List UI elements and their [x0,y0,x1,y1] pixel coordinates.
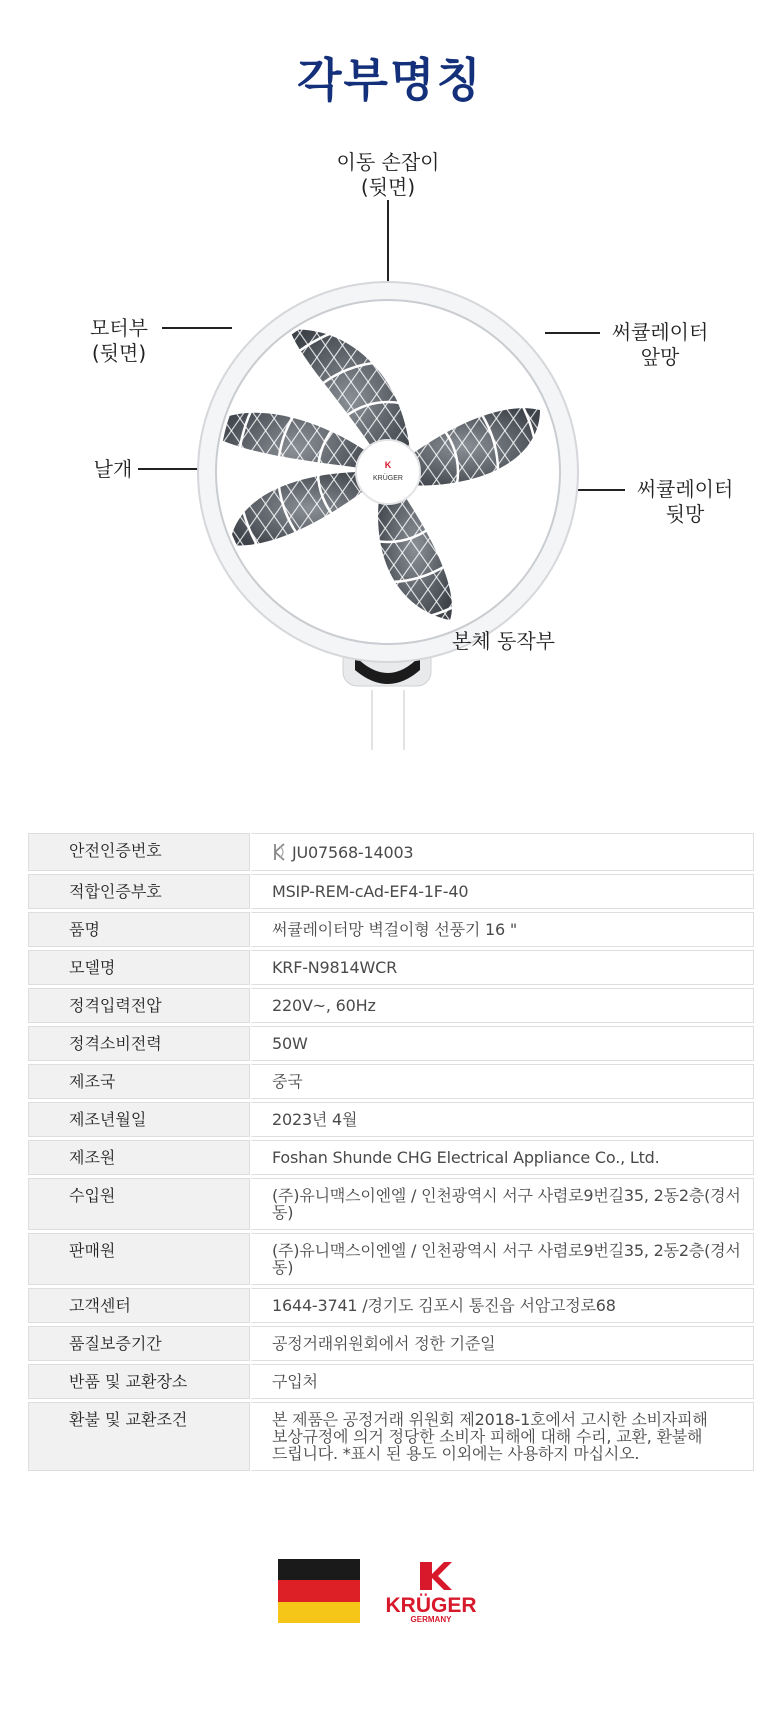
svg-text:GERMANY: GERMANY [410,1615,452,1624]
spec-value [250,1102,754,1137]
spec-table [28,830,754,1474]
spec-value-line: 본 제품은 공정거래 위원회 제2018-1호에서 고시한 소비자피해 [272,1410,708,1429]
spec-value [250,1178,754,1230]
label-control: 본체 동작부 [452,629,555,653]
spec-value [250,833,754,871]
spec-key: 판매원 [28,1233,250,1285]
spec-row [28,1064,754,1099]
spec-key: 모델명 [28,950,250,985]
spec-row [28,950,754,985]
svg-text:K: K [384,460,392,470]
spec-value-text: 구입처 [272,1372,318,1391]
spec-row [28,1364,754,1399]
spec-value [250,1326,754,1361]
spec-value-text: JU07568-14003 [292,843,414,862]
spec-value [250,988,754,1023]
spec-row [28,1178,754,1230]
spec-key: 제조국 [28,1064,250,1099]
label-motor: 모터부 (뒷면) [90,316,148,365]
spec-key: 환불 및 교환조건 [28,1402,250,1471]
spec-value-text: 50W [272,1034,308,1053]
spec-value-line: 드립니다. *표시 된 용도 이외에는 사용하지 마십시오. [272,1444,640,1463]
spec-row [28,1326,754,1361]
spec-key: 수입원 [28,1178,250,1230]
spec-value [250,1140,754,1175]
spec-value [250,874,754,909]
spec-value [250,950,754,985]
germany-flag-icon [278,1559,360,1623]
spec-value-text: 써큘레이터망 벽걸이형 선풍기 16 " [272,920,517,939]
spec-value [250,1402,754,1471]
spec-value [250,1026,754,1061]
svg-text:KRÜGER: KRÜGER [385,1594,477,1617]
kc-cert-icon [272,842,288,862]
spec-row [28,912,754,947]
spec-value-text: 220V~, 60Hz [272,996,376,1015]
spec-value-text: 2023년 4월 [272,1110,358,1129]
spec-value [250,1064,754,1099]
spec-value-text: (주)유니맥스이엔엘 / 인천광역시 서구 사렴로9번길35, 2동2층(경서동) [272,1241,741,1277]
label-handle: 이동 손잡이 (뒷면) [336,150,440,199]
fan-center-cap [356,440,420,504]
page-title: 각부명칭 [297,53,483,107]
kruger-logo [376,1560,486,1624]
fan-parts-diagram [0,150,780,830]
spec-key: 제조원 [28,1140,250,1175]
label-front-guard: 써큘레이터 앞망 [611,320,709,369]
spec-value-text: MSIP-REM-cAd-EF4-1F-40 [272,882,469,901]
spec-row [28,1233,754,1285]
spec-row [28,988,754,1023]
spec-row [28,874,754,909]
spec-value-text: (주)유니맥스이엔엘 / 인천광역시 서구 사렴로9번길35, 2동2층(경서동) [272,1186,741,1222]
spec-key: 정격소비전력 [28,1026,250,1061]
spec-row [28,1102,754,1137]
spec-row [28,1288,754,1323]
spec-key: 제조년월일 [28,1102,250,1137]
spec-value-line: 보상규정에 의거 정당한 소비자 피해에 대해 수리, 교환, 환불해 [272,1427,703,1446]
spec-value-text: KRF-N9814WCR [272,958,397,977]
spec-key: 고객센터 [28,1288,250,1323]
spec-value [250,912,754,947]
spec-value-text: 공정거래위원회에서 정한 기준일 [272,1334,496,1353]
spec-key: 반품 및 교환장소 [28,1364,250,1399]
label-blade: 날개 [93,457,133,481]
spec-value-text: 중국 [272,1072,303,1091]
spec-row [28,1140,754,1175]
fan-logo-text: KRÜGER [373,475,403,482]
spec-key: 품명 [28,912,250,947]
spec-key: 정격입력전압 [28,988,250,1023]
spec-key: 안전인증번호 [28,833,250,871]
spec-row [28,1402,754,1471]
spec-value-text: 1644-3741 /경기도 김포시 통진읍 서암고정로68 [272,1296,616,1315]
spec-key: 품질보증기간 [28,1326,250,1361]
spec-row [28,1026,754,1061]
spec-value-text: Foshan Shunde CHG Electrical Appliance Co., Ltd. [272,1148,660,1167]
label-rear-guard: 써큘레이터 뒷망 [636,477,734,526]
spec-key: 적합인증부호 [28,874,250,909]
spec-value [250,1233,754,1285]
spec-value [250,1364,754,1399]
spec-value [250,1288,754,1323]
spec-row [28,833,754,871]
